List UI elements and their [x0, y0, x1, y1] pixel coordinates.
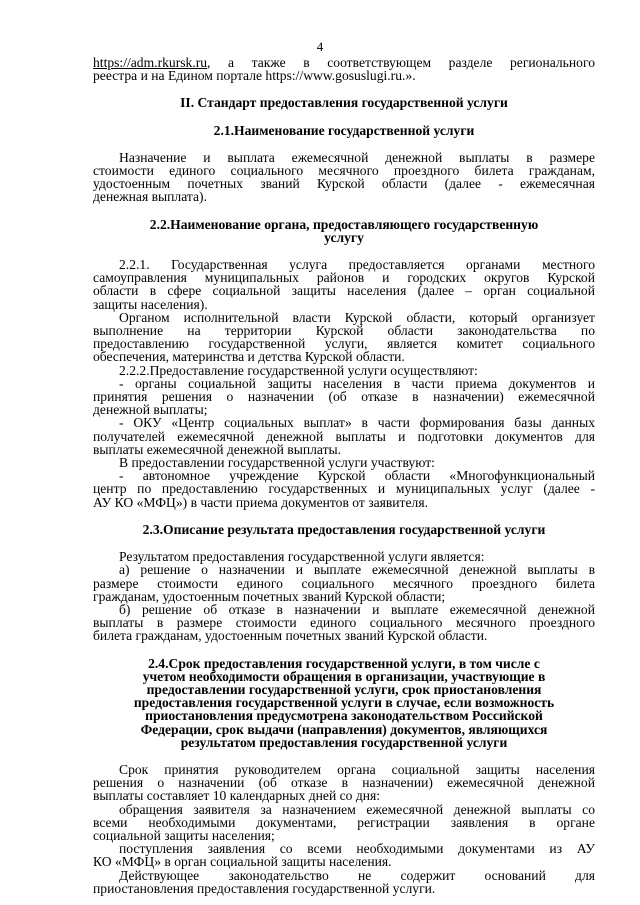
section-2-3-line: гражданам, удостоенным почетных званий Курской области;	[93, 588, 446, 604]
section-2-3-line: размере стоимости единого социального месячного проездного билета	[93, 575, 595, 591]
section-2-4-title-cont: учетом необходимости обращения в организации, участвующие в	[142, 668, 546, 684]
section-2-2-line: обеспечения, материнства и детства Курской области.	[93, 349, 405, 365]
section-2-2-line: АУ КО «МФЦ») в части приема документов от заявителя.	[93, 494, 428, 510]
page-number: 4	[316, 39, 324, 54]
section-2-4-line: всеми необходимыми документами, регистрации заявления в органе	[93, 814, 595, 830]
section-2-4-line: решения о назначении (об отказе в назначении) ежемесячной денежной	[93, 775, 595, 791]
section-2-2-line: предоставлению государственной услуги, является комитет социального	[93, 336, 595, 352]
section-2-4-line: приостановления предоставления государственной услуги.	[93, 880, 436, 896]
section-2-2-line: - ОКУ «Центр социальных выплат» в части формирования базы данных	[119, 415, 595, 431]
section-2-3-line: выплаты в размере стоимости единого социального месячного проездного	[93, 615, 595, 631]
intro-line-2: реестра и на Едином портале https://www.gosuslugi.ru.».	[93, 68, 416, 84]
section-2-2-line: В предоставлении государственной услуги участвуют:	[119, 455, 435, 471]
section-2-2-line: 2.2.1. Государственная услуга предоставляется органами местного	[119, 257, 595, 273]
section-2-2-line: - органы социальной защиты населения в части приема документов и	[119, 375, 595, 391]
section-2-3-line: а) решение о назначении и выплате ежемесячной денежной выплаты в	[119, 562, 595, 578]
adm-link[interactable]: https://adm.rkursk.ru	[93, 55, 208, 70]
section-2-3-line: Результатом предоставления государственной услуги является:	[119, 549, 485, 565]
section-2-4-line: Действующее законодательство не содержит оснований для	[119, 867, 595, 883]
section-2-3-line: билета гражданам, удостоенным почетных званий Курской области.	[93, 628, 488, 644]
section-2-4-line: Срок принятия руководителем органа социальной защиты населения	[119, 761, 595, 777]
section-2-2-line: принятия решения о назначении (об отказе в назначении) ежемесячной	[93, 389, 595, 405]
section-2-4-title-cont: Федерации, срок выдачи (направления) документов, являющихся	[140, 721, 548, 737]
section-2-3-title: 2.3.Описание результата предоставления государственной услуги	[142, 521, 546, 537]
section-2-1-title: 2.1.Наименование государственной услуги	[213, 122, 475, 138]
section-2-4-title-cont: приостановления предусмотрена законодательством Российской	[145, 708, 543, 724]
section-2-4-line: выплаты составляет 10 календарных дней со дня:	[93, 788, 381, 804]
section-2-2-line: центр по предоставлению государственных и муниципальных услуг (далее -	[93, 481, 595, 497]
section-2-4-line: обращения заявителя за назначением ежемесячной денежной выплаты со	[119, 801, 595, 817]
section-2-3-line: б) решение об отказе в назначении и выплате ежемесячной денежной	[119, 601, 595, 617]
section-2-2-line: выплаты ежемесячной денежной выплаты.	[93, 441, 342, 457]
section-2-2-title-cont: услугу	[324, 229, 364, 245]
section-2-4-line: поступления заявления со всеми необходимыми документами из АУ	[119, 841, 595, 857]
section-2-1-line: Назначение и выплата ежемесячной денежной выплаты в размере	[119, 149, 595, 165]
section-2-2-line: получателей ежемесячной денежной выплаты и подготовки документов для	[93, 428, 595, 444]
section-2-title: II. Стандарт предоставления государственной услуги	[180, 95, 508, 111]
section-2-1-line: денежная выплата).	[93, 189, 207, 205]
section-2-4-title-cont: результатом предоставления государственной услуги	[180, 734, 508, 750]
section-2-4-title: 2.4.Срок предоставления государственной услуги, в том числе с	[148, 655, 540, 671]
section-2-4-title-cont: предоставлении государственной услуги, срок приостановления	[146, 681, 542, 697]
section-2-2-line: области в сфере социальной защиты населения (далее – орган социальной	[93, 283, 595, 299]
section-2-1-line: стоимости единого социального месячного проездного билета гражданам,	[93, 163, 595, 179]
document-body	[93, 56, 595, 895]
section-2-2-line: 2.2.2.Предоставление государственной услуги осуществляют:	[119, 362, 478, 378]
section-2-2-title: 2.2.Наименование органа, предоставляющего государственную	[149, 216, 539, 232]
section-2-2-line: защиты населения).	[93, 296, 208, 312]
section-2-4-title-cont: предоставления государственной услуги в случае, если возможность	[133, 695, 555, 711]
section-2-2-line: - автономное учреждение Курской области «Многофункциональный	[119, 468, 595, 484]
intro-line-1-text: , а также в соответствующем разделе регионального	[207, 55, 595, 70]
section-2-2-line: выполнение на территории Курской области законодательства по	[93, 323, 595, 339]
section-2-1-line: удостоенным почетных званий Курской области (далее - ежемесячная	[93, 176, 595, 192]
section-2-4-line: КО «МФЦ» в орган социальной защиты населения.	[93, 854, 392, 870]
section-2-2-line: денежной выплаты;	[93, 402, 208, 418]
section-2-2-line: самоуправления муниципальных районов и городских округов Курской	[93, 270, 595, 286]
section-2-4-line: социальной защиты населения;	[93, 827, 275, 843]
section-2-2-line: Органом исполнительной власти Курской области, который организует	[119, 309, 595, 325]
